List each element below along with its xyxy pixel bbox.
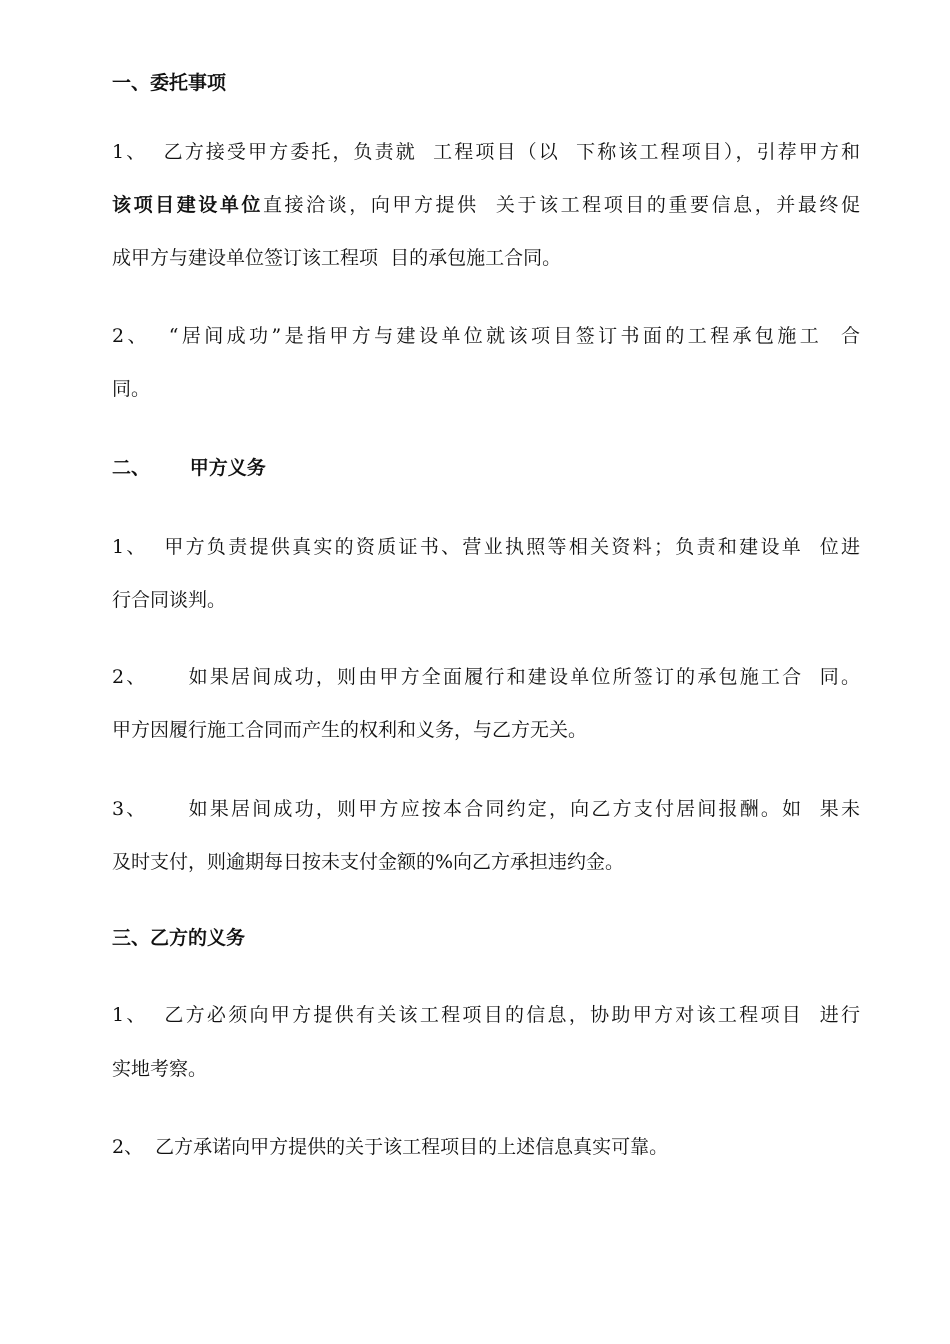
clause-2-2-line-2: 甲方因履行施工合同而产生的权利和义务，与乙方无关。 bbox=[112, 719, 588, 741]
clause-2-2-line-1: 2、 如果居间成功，则由甲方全面履行和建设单位所签订的承包施工合 同。 bbox=[112, 666, 860, 688]
clause-2-3-line-2: 及时支付，则逾期每日按未支付金额的%向乙方承担违约金。 bbox=[112, 851, 625, 873]
clause-3-1-line-2: 实地考察。 bbox=[112, 1058, 208, 1080]
clause-2-1-line-1: 1、 甲方负责提供真实的资质证书、营业执照等相关资料；负责和建设单 位进 bbox=[112, 536, 860, 558]
clause-2-1-line-2: 行合同谈判。 bbox=[112, 589, 227, 611]
section-heading-2: 二、 甲方义务 bbox=[112, 457, 266, 479]
clause-1-1-line-3: 成甲方与建设单位签订该工程项 目的承包施工合同。 bbox=[112, 247, 562, 269]
clause-1-1-line-2-rest: 直接洽谈，向甲方提供 关于该工程项目的重要信息，并最终促 bbox=[262, 194, 860, 216]
bold-term: 该项目建设单位 bbox=[112, 194, 263, 216]
section-heading-1: 一、委托事项 bbox=[112, 72, 227, 94]
clause-1-2-line-1: 2、 “居间成功”是指甲方与建设单位就该项目签订书面的工程承包施工 合 bbox=[112, 325, 860, 347]
section-heading-3: 三、乙方的义务 bbox=[112, 927, 246, 949]
clause-2-3-line-1: 3、 如果居间成功，则甲方应按本合同约定，向乙方支付居间报酬。如 果未 bbox=[112, 798, 860, 820]
clause-3-2-line-1: 2、 乙方承诺向甲方提供的关于该工程项目的上述信息真实可靠。 bbox=[112, 1136, 669, 1158]
clause-3-1-line-1: 1、 乙方必须向甲方提供有关该工程项目的信息，协助甲方对该工程项目 进行 bbox=[112, 1004, 860, 1026]
clause-1-1-line-1: 1、 乙方接受甲方委托，负责就 工程项目（以 下称该工程项目），引荐甲方和 bbox=[112, 141, 860, 163]
clause-1-2-line-2: 同。 bbox=[112, 378, 151, 400]
clause-1-1-line-2 bbox=[112, 192, 860, 218]
